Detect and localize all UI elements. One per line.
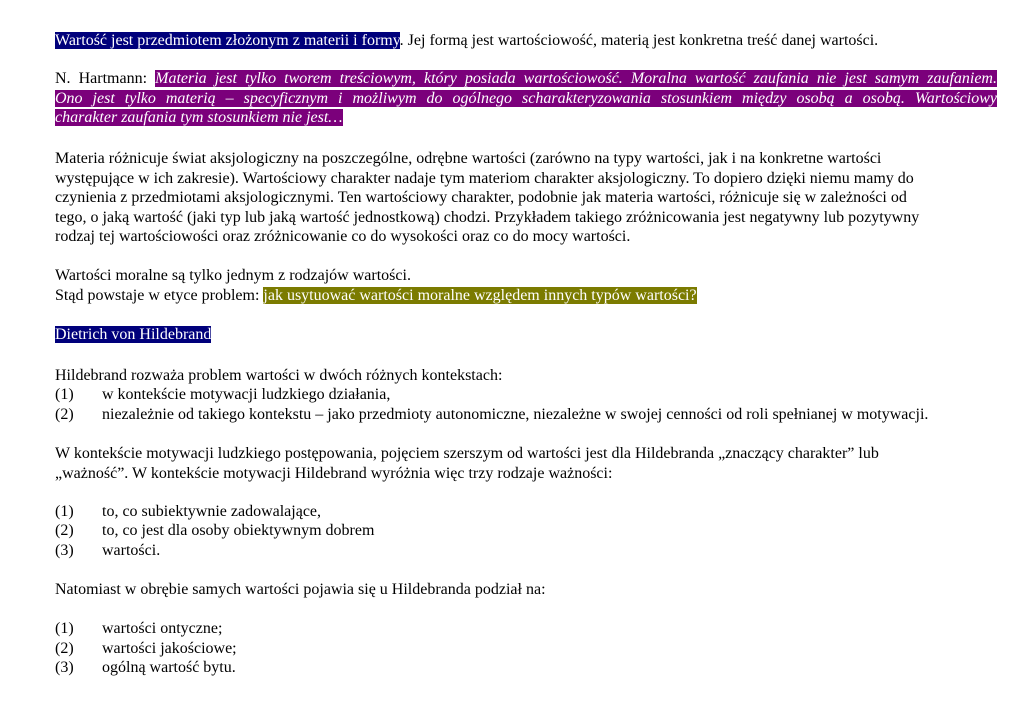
matter-line: Materia różnicuje świat aksjologiczny na poszczególne, odrębne wartości (zarówno na typy wartości, jak i na konkretne wartości xyxy=(55,150,882,167)
highlighted-definition: Wartość jest przedmiotem złożonym z materii i formy xyxy=(55,32,400,49)
hartmann-lead: N. Hartmann: xyxy=(55,70,156,87)
definition-rest: . Jej formą jest wartościowość, materią jest konkretna treść danej wartości. xyxy=(399,32,879,49)
list-item xyxy=(55,619,222,639)
paragraph-value-definition xyxy=(55,31,878,51)
importance-line-2: „ważność”. W kontekście motywacji Hildebrand wyróżnia więc trzy rodzaje ważności: xyxy=(55,464,613,482)
list-text: niezależnie od takiego kontekstu – jako przedmioty autonomiczne, niezależne w swojej cenności od roli spełnianej w motywacji. xyxy=(102,406,929,423)
list-item xyxy=(55,541,160,561)
list-text: wartości. xyxy=(102,542,161,559)
list-number: (1) xyxy=(55,386,74,403)
quote-line-2 xyxy=(55,89,997,109)
heading-hildebrand: Dietrich von Hildebrand xyxy=(55,326,212,343)
matter-line: czynienia z przedmiotami aksjologicznymi. Ten wartościowy charakter, podobnie jak materia wartości, różnicuje się w zależności od xyxy=(55,189,907,206)
list-item xyxy=(55,639,237,659)
list-text: ogólną wartość bytu. xyxy=(102,659,236,676)
list-text: wartości ontyczne; xyxy=(102,620,223,637)
list-item xyxy=(55,658,236,678)
section-heading xyxy=(55,325,211,345)
list-text: to, co jest dla osoby obiektywnym dobrem xyxy=(102,522,375,539)
quote-line-1 xyxy=(55,69,997,89)
quote-highlight-2: Ono jest tylko materią – specyficznym i możliwym do ogólnego scharakteryzowania stosunkiem między osobą a osobą. Wartościowy xyxy=(55,89,997,107)
paragraph-contexts-intro: Hildebrand rozważa problem wartości w dwóch różnych kontekstach: xyxy=(55,367,503,384)
list-number: (2) xyxy=(55,406,74,423)
importance-line-1: W kontekście motywacji ludzkiego postępowania, pojęciem szerszym od wartości jest dla Hildebranda „znaczący charakter” lub xyxy=(55,445,879,462)
matter-line: tego, o jaką wartość (jaki typ lub jaką wartość jednostkową) chodzi. Przykładem takiego zróżnicowania jest negatywny lub pozytywny xyxy=(55,208,920,226)
paragraph-importance xyxy=(55,444,879,483)
list-item xyxy=(55,502,321,522)
quote-line-3 xyxy=(55,108,997,128)
paragraph-matter xyxy=(55,149,919,247)
list-number: (1) xyxy=(55,503,74,520)
list-text: to, co subiektywnie zadowalające, xyxy=(102,503,322,520)
quote-highlight-1: Materia jest tylko tworem treściowym, który posiada wartościowość. Moralna wartość zaufania nie jest samym zaufaniem. xyxy=(155,70,997,87)
matter-line: rodzaj tej wartościowości oraz zróżnicowanie co do wysokości oraz co do mocy wartości. xyxy=(55,228,631,245)
list-text: wartości jakościowe; xyxy=(102,640,237,657)
problem-lead: Stąd powstaje w etyce problem: xyxy=(55,286,264,304)
moral-line-1: Wartości moralne są tylko jednym z rodzajów wartości. xyxy=(55,267,411,284)
matter-line: występujące w ich zakresie). Wartościowy charakter nadaje tym materiom charakter aksjologiczny. To dopiero dzięki niemu mamy do xyxy=(55,169,914,187)
paragraph-moral-values xyxy=(55,266,697,305)
list-item xyxy=(55,521,374,541)
paragraph-hartmann-quote xyxy=(55,69,997,128)
paragraph-value-division: Natomiast w obrębie samych wartości pojawia się u Hildebranda podział na: xyxy=(55,581,546,598)
list-number: (1) xyxy=(55,620,74,637)
list-item xyxy=(55,385,390,405)
highlighted-question: jak usytuować wartości moralne względem innych typów wartości? xyxy=(263,286,697,304)
list-item xyxy=(55,405,928,425)
moral-line-2 xyxy=(55,286,697,306)
list-number: (3) xyxy=(55,542,74,559)
list-number: (2) xyxy=(55,640,74,657)
quote-highlight-3: charakter zaufania tym stosunkiem nie jest… xyxy=(55,109,343,126)
list-number: (2) xyxy=(55,522,74,539)
list-text: w kontekście motywacji ludzkiego działania, xyxy=(102,386,391,403)
list-number: (3) xyxy=(55,659,74,676)
